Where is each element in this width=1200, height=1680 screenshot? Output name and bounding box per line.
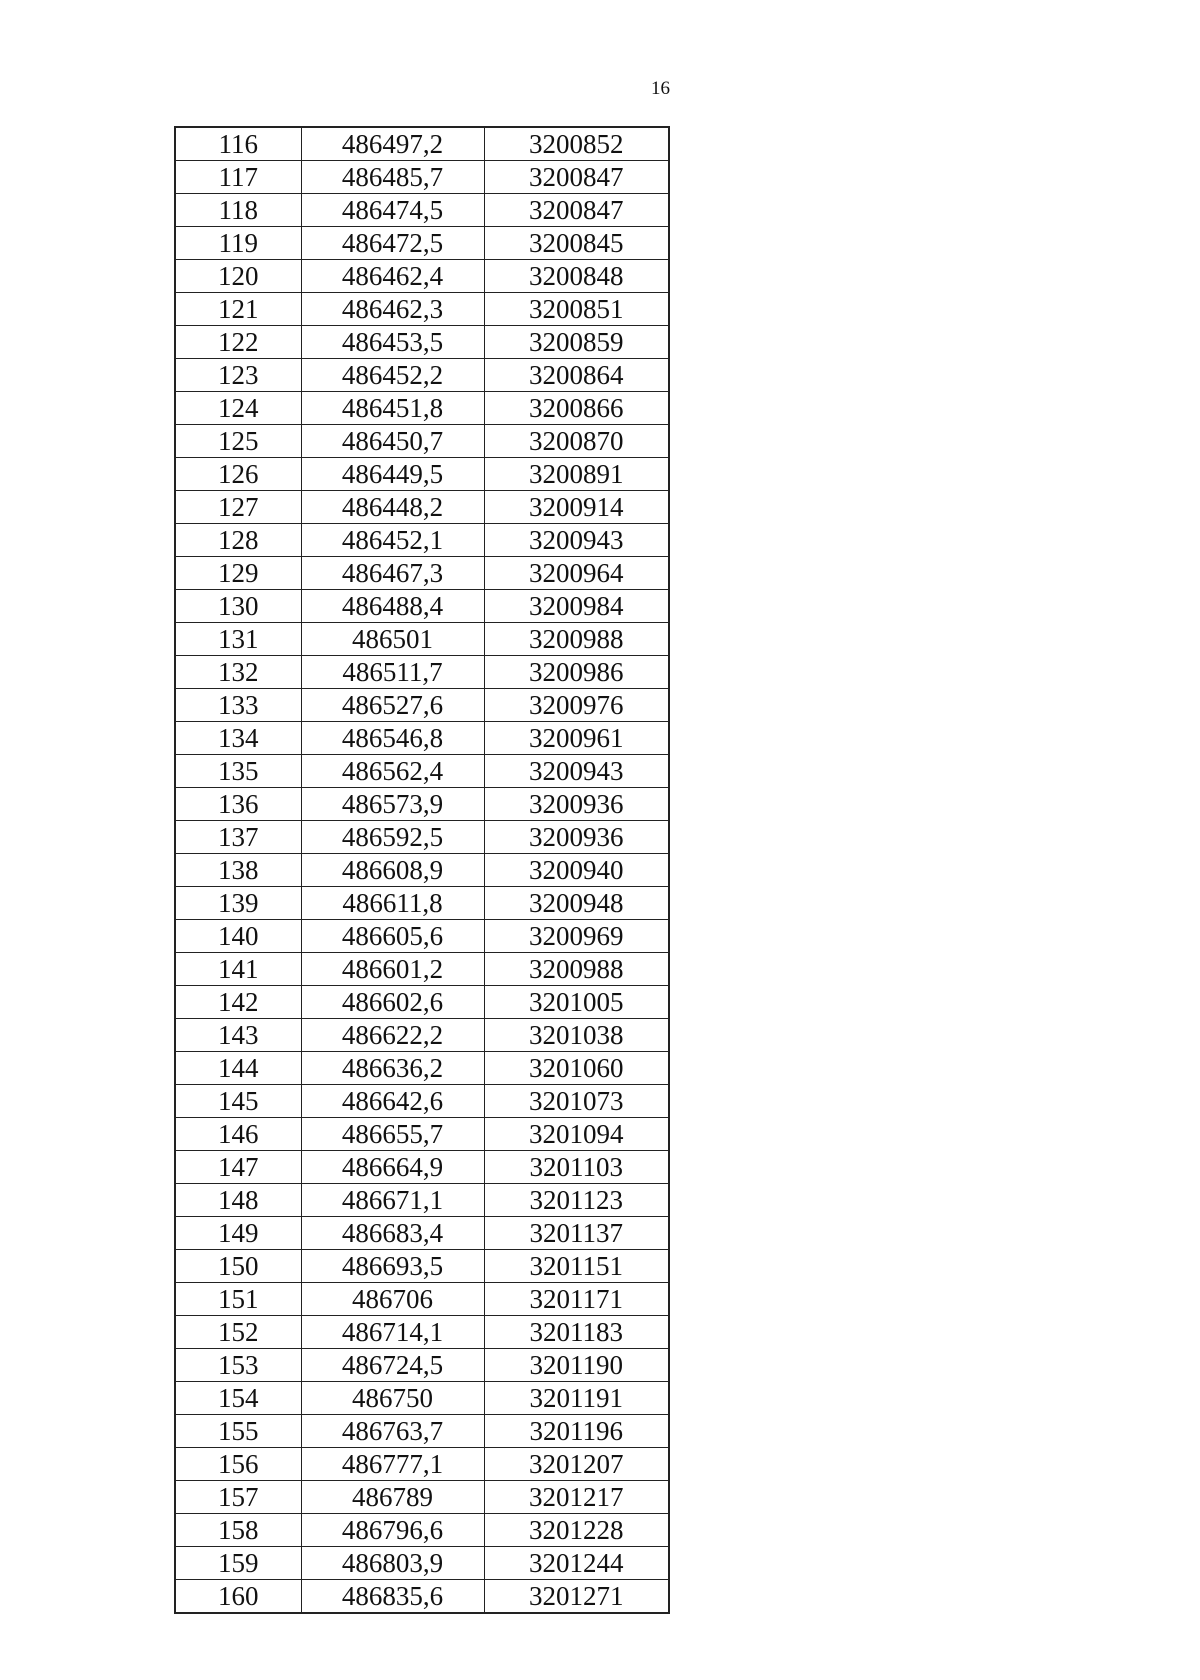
- point-number-cell: 116: [175, 127, 301, 161]
- table-row: [175, 1580, 669, 1614]
- table-row: [175, 920, 669, 953]
- table-row: [175, 161, 669, 194]
- x-coordinate-cell: 486449,5: [301, 458, 484, 491]
- point-number-cell: 119: [175, 227, 301, 260]
- point-number-cell: 140: [175, 920, 301, 953]
- table-row: [175, 1283, 669, 1316]
- point-number-cell: 138: [175, 854, 301, 887]
- x-coordinate-cell: 486453,5: [301, 326, 484, 359]
- point-number-cell: 145: [175, 1085, 301, 1118]
- point-number-cell: 154: [175, 1382, 301, 1415]
- table-row: [175, 194, 669, 227]
- x-coordinate-cell: 486448,2: [301, 491, 484, 524]
- y-coordinate-cell: 3201196: [484, 1415, 669, 1448]
- table-row: [175, 1184, 669, 1217]
- x-coordinate-cell: 486763,7: [301, 1415, 484, 1448]
- x-coordinate-cell: 486485,7: [301, 161, 484, 194]
- y-coordinate-cell: 3200988: [484, 623, 669, 656]
- table-row: [175, 656, 669, 689]
- table-row: [175, 1382, 669, 1415]
- table-row: [175, 821, 669, 854]
- point-number-cell: 132: [175, 656, 301, 689]
- table-row: [175, 1151, 669, 1184]
- point-number-cell: 157: [175, 1481, 301, 1514]
- point-number-cell: 144: [175, 1052, 301, 1085]
- x-coordinate-cell: 486835,6: [301, 1580, 484, 1614]
- point-number-cell: 151: [175, 1283, 301, 1316]
- x-coordinate-cell: 486451,8: [301, 392, 484, 425]
- y-coordinate-cell: 3200866: [484, 392, 669, 425]
- x-coordinate-cell: 486573,9: [301, 788, 484, 821]
- point-number-cell: 122: [175, 326, 301, 359]
- point-number-cell: 137: [175, 821, 301, 854]
- table-row: [175, 755, 669, 788]
- page-number: 16: [651, 78, 670, 99]
- y-coordinate-cell: 3200943: [484, 755, 669, 788]
- point-number-cell: 131: [175, 623, 301, 656]
- table-row: [175, 227, 669, 260]
- x-coordinate-cell: 486511,7: [301, 656, 484, 689]
- coordinates-table: [174, 126, 670, 1614]
- x-coordinate-cell: 486527,6: [301, 689, 484, 722]
- point-number-cell: 159: [175, 1547, 301, 1580]
- y-coordinate-cell: 3200847: [484, 194, 669, 227]
- point-number-cell: 126: [175, 458, 301, 491]
- y-coordinate-cell: 3200847: [484, 161, 669, 194]
- table-row: [175, 359, 669, 392]
- y-coordinate-cell: 3200940: [484, 854, 669, 887]
- table-row: [175, 1316, 669, 1349]
- point-number-cell: 149: [175, 1217, 301, 1250]
- point-number-cell: 136: [175, 788, 301, 821]
- y-coordinate-cell: 3200936: [484, 788, 669, 821]
- table-row: [175, 953, 669, 986]
- x-coordinate-cell: 486777,1: [301, 1448, 484, 1481]
- x-coordinate-cell: 486750: [301, 1382, 484, 1415]
- y-coordinate-cell: 3201217: [484, 1481, 669, 1514]
- x-coordinate-cell: 486562,4: [301, 755, 484, 788]
- point-number-cell: 150: [175, 1250, 301, 1283]
- y-coordinate-cell: 3201060: [484, 1052, 669, 1085]
- y-coordinate-cell: 3200948: [484, 887, 669, 920]
- x-coordinate-cell: 486789: [301, 1481, 484, 1514]
- point-number-cell: 139: [175, 887, 301, 920]
- y-coordinate-cell: 3201228: [484, 1514, 669, 1547]
- y-coordinate-cell: 3201005: [484, 986, 669, 1019]
- point-number-cell: 133: [175, 689, 301, 722]
- point-number-cell: 117: [175, 161, 301, 194]
- y-coordinate-cell: 3201137: [484, 1217, 669, 1250]
- y-coordinate-cell: 3201183: [484, 1316, 669, 1349]
- x-coordinate-cell: 486602,6: [301, 986, 484, 1019]
- table-row: [175, 788, 669, 821]
- x-coordinate-cell: 486472,5: [301, 227, 484, 260]
- y-coordinate-cell: 3200969: [484, 920, 669, 953]
- y-coordinate-cell: 3200986: [484, 656, 669, 689]
- point-number-cell: 156: [175, 1448, 301, 1481]
- x-coordinate-cell: 486683,4: [301, 1217, 484, 1250]
- table-row: [175, 887, 669, 920]
- y-coordinate-cell: 3201190: [484, 1349, 669, 1382]
- table-row: [175, 326, 669, 359]
- y-coordinate-cell: 3200976: [484, 689, 669, 722]
- x-coordinate-cell: 486642,6: [301, 1085, 484, 1118]
- table-row: [175, 623, 669, 656]
- x-coordinate-cell: 486796,6: [301, 1514, 484, 1547]
- y-coordinate-cell: 3200851: [484, 293, 669, 326]
- x-coordinate-cell: 486462,4: [301, 260, 484, 293]
- x-coordinate-cell: 486488,4: [301, 590, 484, 623]
- x-coordinate-cell: 486601,2: [301, 953, 484, 986]
- table-row: [175, 425, 669, 458]
- table-row: [175, 557, 669, 590]
- y-coordinate-cell: 3201103: [484, 1151, 669, 1184]
- x-coordinate-cell: 486724,5: [301, 1349, 484, 1382]
- table-row: [175, 524, 669, 557]
- x-coordinate-cell: 486611,8: [301, 887, 484, 920]
- y-coordinate-cell: 3201094: [484, 1118, 669, 1151]
- table-row: [175, 260, 669, 293]
- table-row: [175, 1118, 669, 1151]
- table-row: [175, 1547, 669, 1580]
- x-coordinate-cell: 486452,2: [301, 359, 484, 392]
- x-coordinate-cell: 486636,2: [301, 1052, 484, 1085]
- y-coordinate-cell: 3201207: [484, 1448, 669, 1481]
- table-row: [175, 1217, 669, 1250]
- table-row: [175, 1448, 669, 1481]
- y-coordinate-cell: 3201073: [484, 1085, 669, 1118]
- y-coordinate-cell: 3200936: [484, 821, 669, 854]
- table-row: [175, 722, 669, 755]
- point-number-cell: 130: [175, 590, 301, 623]
- y-coordinate-cell: 3200984: [484, 590, 669, 623]
- y-coordinate-cell: 3201191: [484, 1382, 669, 1415]
- x-coordinate-cell: 486592,5: [301, 821, 484, 854]
- point-number-cell: 147: [175, 1151, 301, 1184]
- table-row: [175, 1052, 669, 1085]
- point-number-cell: 155: [175, 1415, 301, 1448]
- y-coordinate-cell: 3201271: [484, 1580, 669, 1614]
- point-number-cell: 143: [175, 1019, 301, 1052]
- table-row: [175, 491, 669, 524]
- point-number-cell: 153: [175, 1349, 301, 1382]
- point-number-cell: 118: [175, 194, 301, 227]
- table-row: [175, 590, 669, 623]
- point-number-cell: 141: [175, 953, 301, 986]
- table-row: [175, 392, 669, 425]
- table-row: [175, 1019, 669, 1052]
- table-row: [175, 127, 669, 161]
- point-number-cell: 124: [175, 392, 301, 425]
- table-row: [175, 1415, 669, 1448]
- x-coordinate-cell: 486706: [301, 1283, 484, 1316]
- point-number-cell: 158: [175, 1514, 301, 1547]
- y-coordinate-cell: 3200870: [484, 425, 669, 458]
- y-coordinate-cell: 3201123: [484, 1184, 669, 1217]
- table-row: [175, 1481, 669, 1514]
- x-coordinate-cell: 486450,7: [301, 425, 484, 458]
- y-coordinate-cell: 3200864: [484, 359, 669, 392]
- table-row: [175, 458, 669, 491]
- x-coordinate-cell: 486546,8: [301, 722, 484, 755]
- point-number-cell: 123: [175, 359, 301, 392]
- y-coordinate-cell: 3201171: [484, 1283, 669, 1316]
- point-number-cell: 129: [175, 557, 301, 590]
- table-row: [175, 1250, 669, 1283]
- point-number-cell: 160: [175, 1580, 301, 1614]
- x-coordinate-cell: 486452,1: [301, 524, 484, 557]
- point-number-cell: 142: [175, 986, 301, 1019]
- y-coordinate-cell: 3201038: [484, 1019, 669, 1052]
- y-coordinate-cell: 3200943: [484, 524, 669, 557]
- x-coordinate-cell: 486497,2: [301, 127, 484, 161]
- table-row: [175, 1349, 669, 1382]
- y-coordinate-cell: 3200859: [484, 326, 669, 359]
- table-row: [175, 1085, 669, 1118]
- coordinates-table-body: [175, 127, 669, 1613]
- point-number-cell: 128: [175, 524, 301, 557]
- point-number-cell: 135: [175, 755, 301, 788]
- x-coordinate-cell: 486467,3: [301, 557, 484, 590]
- x-coordinate-cell: 486608,9: [301, 854, 484, 887]
- point-number-cell: 120: [175, 260, 301, 293]
- y-coordinate-cell: 3200848: [484, 260, 669, 293]
- y-coordinate-cell: 3200845: [484, 227, 669, 260]
- x-coordinate-cell: 486664,9: [301, 1151, 484, 1184]
- point-number-cell: 152: [175, 1316, 301, 1349]
- point-number-cell: 146: [175, 1118, 301, 1151]
- x-coordinate-cell: 486693,5: [301, 1250, 484, 1283]
- x-coordinate-cell: 486462,3: [301, 293, 484, 326]
- point-number-cell: 148: [175, 1184, 301, 1217]
- table-row: [175, 1514, 669, 1547]
- x-coordinate-cell: 486501: [301, 623, 484, 656]
- table-row: [175, 854, 669, 887]
- x-coordinate-cell: 486474,5: [301, 194, 484, 227]
- y-coordinate-cell: 3200914: [484, 491, 669, 524]
- point-number-cell: 125: [175, 425, 301, 458]
- y-coordinate-cell: 3200852: [484, 127, 669, 161]
- point-number-cell: 121: [175, 293, 301, 326]
- x-coordinate-cell: 486605,6: [301, 920, 484, 953]
- x-coordinate-cell: 486622,2: [301, 1019, 484, 1052]
- table-row: [175, 689, 669, 722]
- x-coordinate-cell: 486671,1: [301, 1184, 484, 1217]
- y-coordinate-cell: 3200891: [484, 458, 669, 491]
- table-row: [175, 986, 669, 1019]
- x-coordinate-cell: 486803,9: [301, 1547, 484, 1580]
- y-coordinate-cell: 3200961: [484, 722, 669, 755]
- point-number-cell: 127: [175, 491, 301, 524]
- y-coordinate-cell: 3200964: [484, 557, 669, 590]
- table-row: [175, 293, 669, 326]
- x-coordinate-cell: 486655,7: [301, 1118, 484, 1151]
- y-coordinate-cell: 3201151: [484, 1250, 669, 1283]
- x-coordinate-cell: 486714,1: [301, 1316, 484, 1349]
- point-number-cell: 134: [175, 722, 301, 755]
- y-coordinate-cell: 3201244: [484, 1547, 669, 1580]
- y-coordinate-cell: 3200988: [484, 953, 669, 986]
